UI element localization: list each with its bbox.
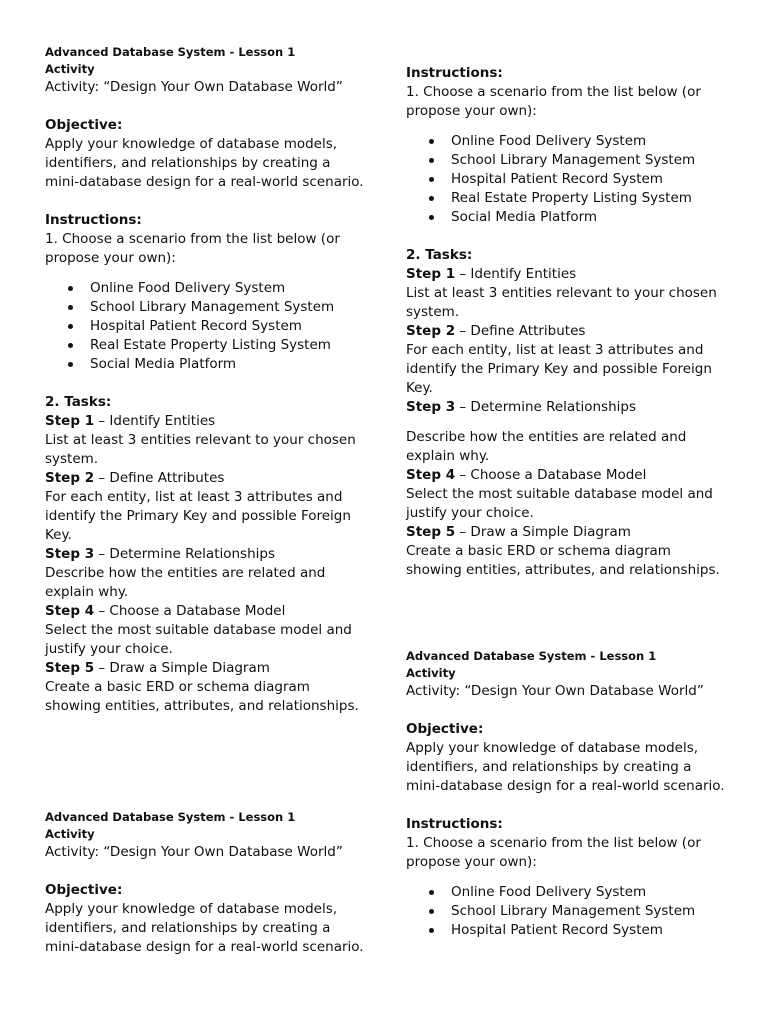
- step-text: For each entity, list at least 3 attributes and identify the Primary Key and possible Foreign Key.: [406, 342, 712, 396]
- lesson-heading: Advanced Database System - Lesson 1 Activity: [45, 810, 296, 841]
- list-item: Hospital Patient Record System: [451, 921, 728, 940]
- list-item: Online Food Delivery System: [90, 279, 367, 298]
- instructions-label: Instructions:: [45, 212, 142, 228]
- step-text: List at least 3 entities relevant to your chosen system.: [45, 432, 356, 467]
- lesson-heading: Advanced Database System - Lesson 1 Activity: [45, 45, 296, 76]
- step-heading: Step 3 – Determine Relationships: [406, 399, 636, 415]
- step-text: Create a basic ERD or schema diagram showing entities, attributes, and relationships.: [45, 679, 359, 714]
- lesson-heading: Advanced Database System - Lesson 1 Activity: [406, 649, 657, 680]
- step-heading: Step 1 – Identify Entities: [45, 413, 216, 429]
- list-item: School Library Management System: [90, 298, 367, 317]
- instructions-text: 1. Choose a scenario from the list below (or propose your own):: [406, 835, 701, 870]
- scenario-list: [406, 132, 728, 227]
- activity-title: Activity: “Design Your Own Database World”: [45, 79, 343, 95]
- tasks-label: 2. Tasks:: [406, 247, 473, 263]
- list-item: Real Estate Property Listing System: [451, 189, 728, 208]
- activity-block: [45, 809, 367, 957]
- tasks-label: 2. Tasks:: [45, 394, 112, 410]
- objective-label: Objective:: [45, 882, 123, 898]
- step-text: Describe how the entities are related and explain why.: [406, 429, 687, 464]
- step-text: Select the most suitable database model and justify your choice.: [45, 622, 352, 657]
- list-item: Hospital Patient Record System: [90, 317, 367, 336]
- scenario-list: [406, 883, 728, 940]
- list-item: Hospital Patient Record System: [451, 170, 728, 189]
- objective-label: Objective:: [406, 721, 484, 737]
- step-text: For each entity, list at least 3 attributes and identify the Primary Key and possible Foreign Key.: [45, 489, 351, 543]
- step-text: List at least 3 entities relevant to your chosen system.: [406, 285, 717, 320]
- step-text: Describe how the entities are related and explain why.: [45, 565, 326, 600]
- list-item: Online Food Delivery System: [451, 883, 728, 902]
- step-heading: Step 4 – Choose a Database Model: [45, 603, 286, 619]
- list-item: Real Estate Property Listing System: [90, 336, 367, 355]
- step-heading: Step 4 – Choose a Database Model: [406, 467, 647, 483]
- list-item: School Library Management System: [451, 151, 728, 170]
- step-heading: Step 3 – Determine Relationships: [45, 546, 275, 562]
- activity-title: Activity: “Design Your Own Database World”: [406, 683, 704, 699]
- objective-text: Apply your knowledge of database models, identifiers, and relationships by creating a mini-database design for a real-world scenario.: [406, 740, 725, 794]
- objective-label: Objective:: [45, 117, 123, 133]
- step-heading: Step 5 – Draw a Simple Diagram: [406, 524, 631, 540]
- list-item: School Library Management System: [451, 902, 728, 921]
- activity-block-continued: [406, 64, 728, 580]
- left-column: [45, 44, 367, 955]
- step-text: Select the most suitable database model and justify your choice.: [406, 486, 713, 521]
- instructions-label: Instructions:: [406, 65, 503, 81]
- objective-text: Apply your knowledge of database models, identifiers, and relationships by creating a mini-database design for a real-world scenario.: [45, 901, 364, 955]
- list-item: Social Media Platform: [451, 208, 728, 227]
- step-heading: Step 2 – Define Attributes: [45, 470, 225, 486]
- step-heading: Step 2 – Define Attributes: [406, 323, 586, 339]
- instructions-label: Instructions:: [406, 816, 503, 832]
- activity-title: Activity: “Design Your Own Database World”: [45, 844, 343, 860]
- scenario-list: [45, 279, 367, 374]
- instructions-text: 1. Choose a scenario from the list below (or propose your own):: [406, 84, 701, 119]
- step-text: Create a basic ERD or schema diagram showing entities, attributes, and relationships.: [406, 543, 720, 578]
- right-column: [406, 64, 728, 938]
- activity-block: [45, 44, 367, 716]
- objective-text: Apply your knowledge of database models, identifiers, and relationships by creating a mini-database design for a real-world scenario.: [45, 136, 364, 190]
- list-item: Online Food Delivery System: [451, 132, 728, 151]
- activity-block: [406, 648, 728, 940]
- instructions-text: 1. Choose a scenario from the list below (or propose your own):: [45, 231, 340, 266]
- step-heading: Step 1 – Identify Entities: [406, 266, 577, 282]
- list-item: Social Media Platform: [90, 355, 367, 374]
- step-heading: Step 5 – Draw a Simple Diagram: [45, 660, 270, 676]
